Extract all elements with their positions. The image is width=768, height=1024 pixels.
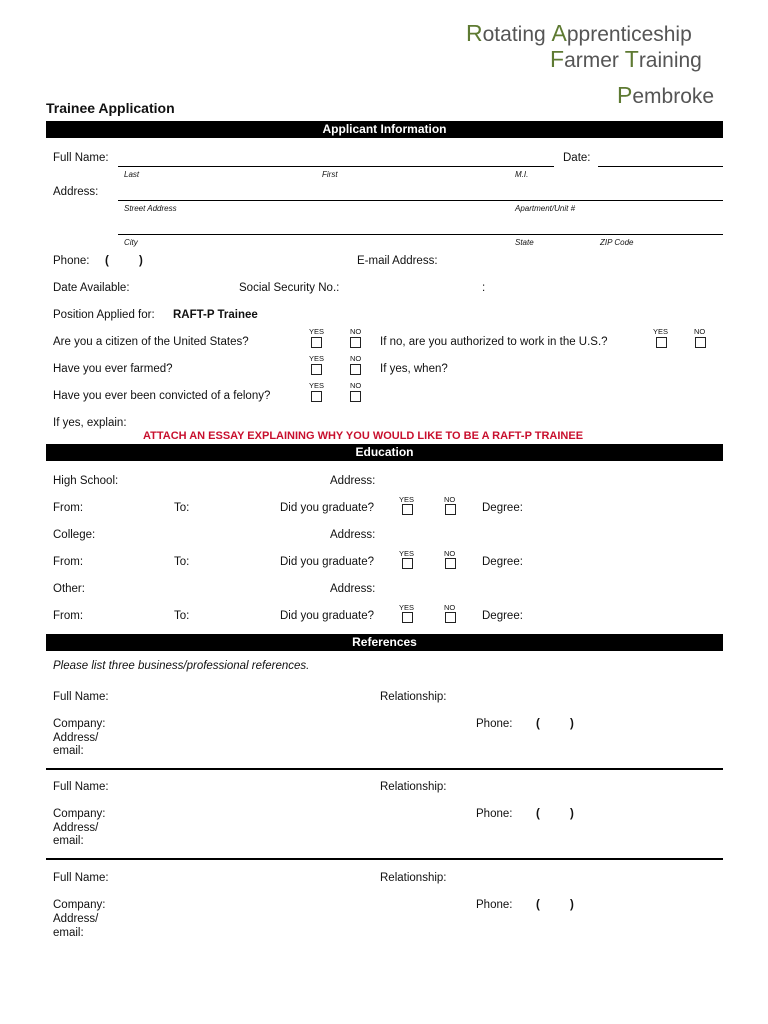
explain-label: If yes, explain:: [53, 417, 127, 429]
other-yes-label: YES: [399, 603, 415, 612]
other-no-label: NO: [444, 603, 456, 612]
other-to-label: To:: [174, 610, 190, 622]
ref1-email-label: email:: [53, 745, 84, 757]
section-header-education: Education: [46, 444, 723, 461]
authorized-no-checkbox[interactable]: [695, 337, 706, 348]
felony-no-label: NO: [350, 381, 362, 390]
ssn-separator: :: [482, 282, 486, 294]
college-no-checkbox[interactable]: [445, 558, 456, 569]
authorized-question: If no, are you authorized to work in the U.S.?: [380, 336, 608, 348]
ref3-phone-paren-close: ): [570, 899, 574, 911]
form-title: Trainee Application: [46, 100, 175, 116]
sub-label-zip: ZIP Code: [600, 238, 634, 247]
references-instructions: Please list three business/professional references.: [53, 660, 310, 672]
phone-paren-open: (: [105, 255, 109, 267]
farmed-no-checkbox[interactable]: [350, 364, 361, 375]
ref2-phone-paren-open: (: [536, 808, 540, 820]
logo-line-2: Farmer Training: [550, 46, 702, 72]
citizen-yes-checkbox[interactable]: [311, 337, 322, 348]
ref1-phone-label: Phone:: [476, 718, 513, 730]
high-school-label: High School:: [53, 475, 119, 487]
authorized-yes-label: YES: [653, 327, 669, 336]
college-address-label: Address:: [330, 529, 376, 541]
reference-divider-2: [46, 858, 723, 860]
high-school-yes-checkbox[interactable]: [402, 504, 413, 515]
sub-label-state: State: [515, 238, 534, 247]
college-yes-label: YES: [399, 549, 415, 558]
felony-question: Have you ever been convicted of a felony?: [53, 390, 271, 402]
ref2-email-label: email:: [53, 835, 84, 847]
position-label: Position Applied for:: [53, 309, 155, 321]
ssn-label: Social Security No.:: [239, 282, 340, 294]
ref3-email-label: email:: [53, 927, 84, 939]
sub-label-last: Last: [124, 170, 140, 179]
date-available-label: Date Available:: [53, 282, 130, 294]
ref3-phone-paren-open: (: [536, 899, 540, 911]
citizen-no-label: NO: [350, 327, 362, 336]
other-label: Other:: [53, 583, 85, 595]
high-school-to-label: To:: [174, 502, 190, 514]
sub-label-mi: M.I.: [515, 170, 529, 179]
ref3-company-label: Company:: [53, 899, 106, 911]
authorized-no-label: NO: [694, 327, 706, 336]
ref3-full-name-label: Full Name:: [53, 872, 109, 884]
farmed-when-label: If yes, when?: [380, 363, 448, 375]
sub-label-first: First: [322, 170, 338, 179]
high-school-no-label: NO: [444, 495, 456, 504]
reference-divider-1: [46, 768, 723, 770]
farmed-question: Have you ever farmed?: [53, 363, 173, 375]
city-state-zip-field[interactable]: [118, 234, 723, 235]
ref3-address-label: Address/: [53, 913, 99, 925]
college-to-label: To:: [174, 556, 190, 568]
college-no-label: NO: [444, 549, 456, 558]
date-field[interactable]: [598, 166, 723, 167]
address-label: Address:: [53, 186, 99, 198]
logo-line-1: Rotating Apprenticeship: [466, 20, 692, 46]
ref2-address-label: Address/: [53, 822, 99, 834]
ref1-relationship-label: Relationship:: [380, 691, 447, 703]
citizen-no-checkbox[interactable]: [350, 337, 361, 348]
other-degree-label: Degree:: [482, 610, 523, 622]
ref2-phone-paren-close: ): [570, 808, 574, 820]
authorized-yes-checkbox[interactable]: [656, 337, 667, 348]
sub-label-apt: Apartment/Unit #: [515, 204, 576, 213]
other-graduate-question: Did you graduate?: [280, 610, 374, 622]
ref2-phone-label: Phone:: [476, 808, 513, 820]
college-from-label: From:: [53, 556, 84, 568]
high-school-from-label: From:: [53, 502, 84, 514]
phone-paren-close: ): [139, 255, 143, 267]
high-school-degree-label: Degree:: [482, 502, 523, 514]
felony-no-checkbox[interactable]: [350, 391, 361, 402]
ref1-full-name-label: Full Name:: [53, 691, 109, 703]
date-label: Date:: [563, 152, 591, 164]
logo-line-3: Pembroke: [617, 82, 715, 108]
ref1-company-label: Company:: [53, 718, 106, 730]
street-address-field[interactable]: [118, 200, 723, 201]
college-label: College:: [53, 529, 96, 541]
full-name-field[interactable]: [118, 166, 554, 167]
college-yes-checkbox[interactable]: [402, 558, 413, 569]
position-value: RAFT-P Trainee: [173, 309, 258, 321]
ref2-relationship-label: Relationship:: [380, 781, 447, 793]
sub-label-street: Street Address: [124, 204, 177, 213]
other-yes-checkbox[interactable]: [402, 612, 413, 623]
felony-yes-label: YES: [309, 381, 325, 390]
farmed-yes-checkbox[interactable]: [311, 364, 322, 375]
citizen-question: Are you a citizen of the United States?: [53, 336, 249, 348]
farmed-yes-label: YES: [309, 354, 325, 363]
ref2-full-name-label: Full Name:: [53, 781, 109, 793]
citizen-yes-label: YES: [309, 327, 325, 336]
college-degree-label: Degree:: [482, 556, 523, 568]
ref1-phone-paren-close: ): [570, 718, 574, 730]
ref3-relationship-label: Relationship:: [380, 872, 447, 884]
ref2-company-label: Company:: [53, 808, 106, 820]
college-graduate-question: Did you graduate?: [280, 556, 374, 568]
phone-label: Phone:: [53, 255, 90, 267]
section-header-applicant: Applicant Information: [46, 121, 723, 138]
full-name-label: Full Name:: [53, 152, 109, 164]
high-school-address-label: Address:: [330, 475, 376, 487]
high-school-no-checkbox[interactable]: [445, 504, 456, 515]
high-school-graduate-question: Did you graduate?: [280, 502, 374, 514]
email-label: E-mail Address:: [357, 255, 438, 267]
section-header-references: References: [46, 634, 723, 651]
other-from-label: From:: [53, 610, 84, 622]
felony-yes-checkbox[interactable]: [311, 391, 322, 402]
other-address-label: Address:: [330, 583, 376, 595]
farmed-no-label: NO: [350, 354, 362, 363]
sub-label-city: City: [124, 238, 138, 247]
other-no-checkbox[interactable]: [445, 612, 456, 623]
ref1-address-label: Address/: [53, 732, 99, 744]
ref1-phone-paren-open: (: [536, 718, 540, 730]
high-school-yes-label: YES: [399, 495, 415, 504]
ref3-phone-label: Phone:: [476, 899, 513, 911]
essay-notice: ATTACH AN ESSAY EXPLAINING WHY YOU WOULD LIKE TO BE A RAFT-P TRAINEE: [143, 430, 584, 442]
